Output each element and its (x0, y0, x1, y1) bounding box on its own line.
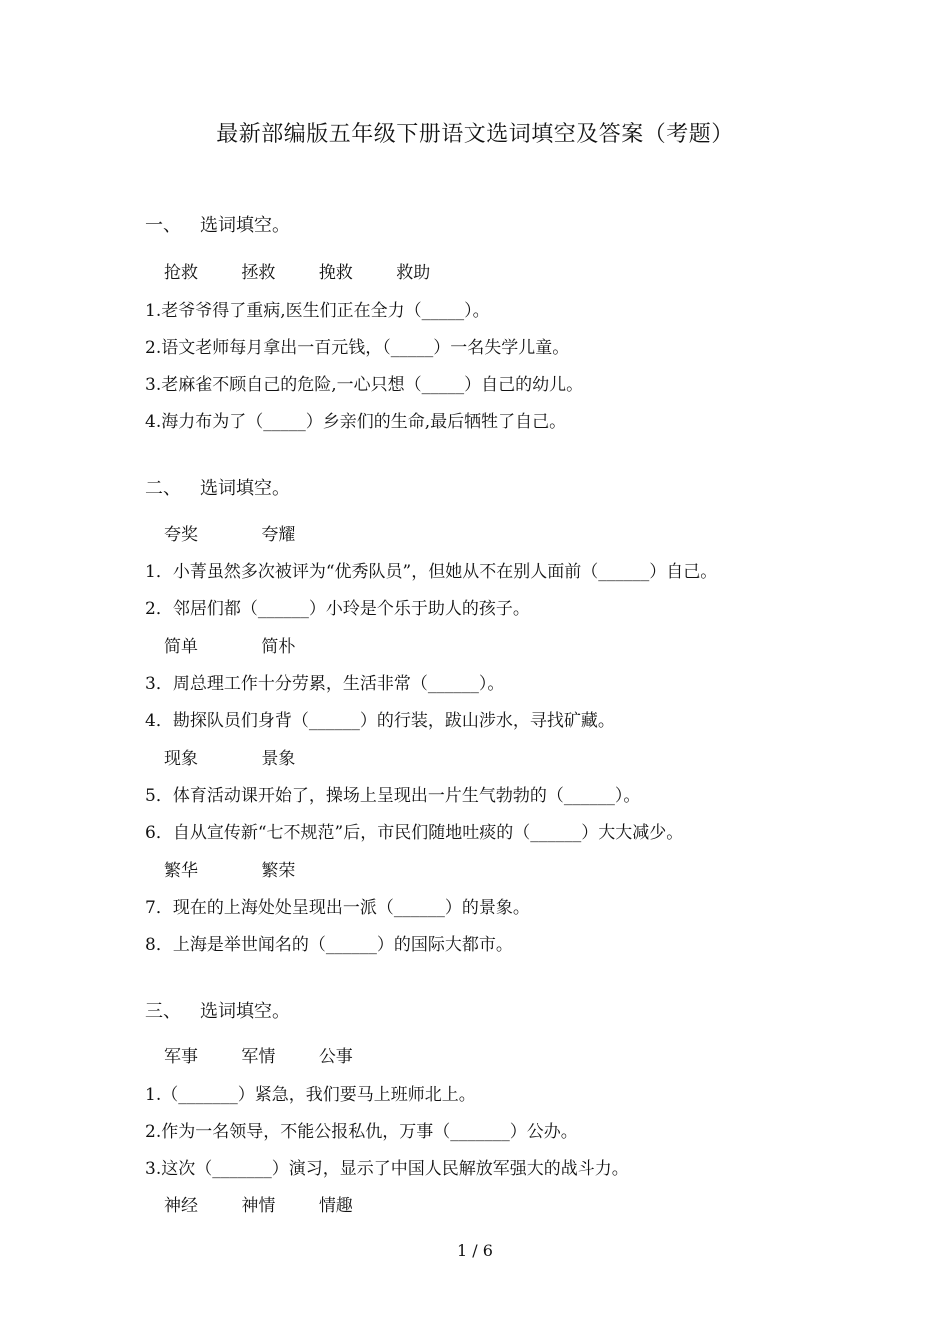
section-title: 选词填空。 (200, 215, 290, 236)
page-title: 最新部编版五年级下册语文选词填空及答案（考题） (216, 122, 734, 147)
question-line: 2．邻居们都（______）小玲是个乐于助人的孩子。 (145, 599, 530, 619)
word-option: 救助 (396, 263, 431, 283)
word-option: 拯救 (241, 263, 276, 283)
section-heading-3 (145, 997, 290, 1023)
word-option: 挽救 (318, 263, 353, 283)
section-heading-2 (145, 474, 290, 500)
question-line: 1.（_______）紧急，我们要马上班师北上。 (145, 1085, 476, 1105)
word-bank-2a (164, 520, 353, 545)
word-option: 军事 (164, 1047, 198, 1067)
question-line: 4．勘探队员们身背（______）的行装，跋山涉水，寻找矿藏。 (145, 711, 615, 731)
word-option: 繁荣 (261, 861, 296, 881)
word-bank-2c (164, 744, 353, 769)
word-option: 简单 (164, 637, 198, 657)
word-bank-1 (164, 258, 468, 283)
question-line: 7．现在的上海处处呈现出一派（______）的景象。 (145, 898, 530, 918)
section-number: 一、 (145, 215, 181, 236)
question-line: 5．体育活动课开始了，操场上呈现出一片生气勃勃的（______）。 (145, 786, 641, 806)
section-title: 选词填空。 (200, 478, 290, 499)
word-option: 情趣 (318, 1196, 353, 1216)
section-heading-1 (145, 211, 290, 237)
section-number: 三、 (145, 1001, 181, 1022)
word-option: 抢救 (164, 263, 198, 283)
question-line: 8．上海是举世闻名的（______）的国际大都市。 (145, 935, 513, 955)
section-title: 选词填空。 (200, 1001, 290, 1022)
word-option: 简朴 (261, 637, 296, 657)
question-line: 2.语文老师每月拿出一百元钱，（_____）一名失学儿童。 (145, 338, 570, 358)
question-line: 6．自从宣传新“七不规范”后，市民们随地吐痰的（______）大大减少。 (145, 823, 684, 843)
word-option: 繁华 (164, 861, 198, 881)
word-option: 公事 (318, 1047, 353, 1067)
word-bank-2d (164, 856, 353, 881)
question-line: 3.这次（_______）演习，显示了中国人民解放军强大的战斗力。 (145, 1159, 629, 1179)
word-option: 现象 (164, 749, 198, 769)
word-option: 军情 (241, 1047, 276, 1067)
question-line: 1．小菁虽然多次被评为“优秀队员”，但她从不在别人面前（______）自己。 (145, 562, 718, 582)
question-line: 3.老麻雀不顾自己的危险,一心只想（_____）自己的幼儿。 (145, 375, 584, 395)
word-bank-3a (164, 1042, 391, 1067)
word-option: 景象 (261, 749, 296, 769)
question-line: 4.海力布为了（_____）乡亲们的生命,最后牺牲了自己。 (145, 412, 567, 432)
section-number: 二、 (145, 478, 181, 499)
word-option: 神情 (241, 1196, 276, 1216)
word-option: 神经 (164, 1196, 198, 1216)
word-option: 夸奖 (164, 525, 198, 545)
word-option: 夸耀 (261, 525, 296, 545)
question-line: 3．周总理工作十分劳累，生活非常（______）。 (145, 674, 505, 694)
word-bank-3b (164, 1191, 391, 1216)
word-bank-2b (164, 632, 353, 657)
question-line: 1.老爷爷得了重病,医生们正在全力（_____）。 (145, 301, 490, 321)
page-number: 1 / 6 (457, 1241, 493, 1260)
question-line: 2.作为一名领导，不能公报私仇，万事（_______）公办。 (145, 1122, 578, 1142)
